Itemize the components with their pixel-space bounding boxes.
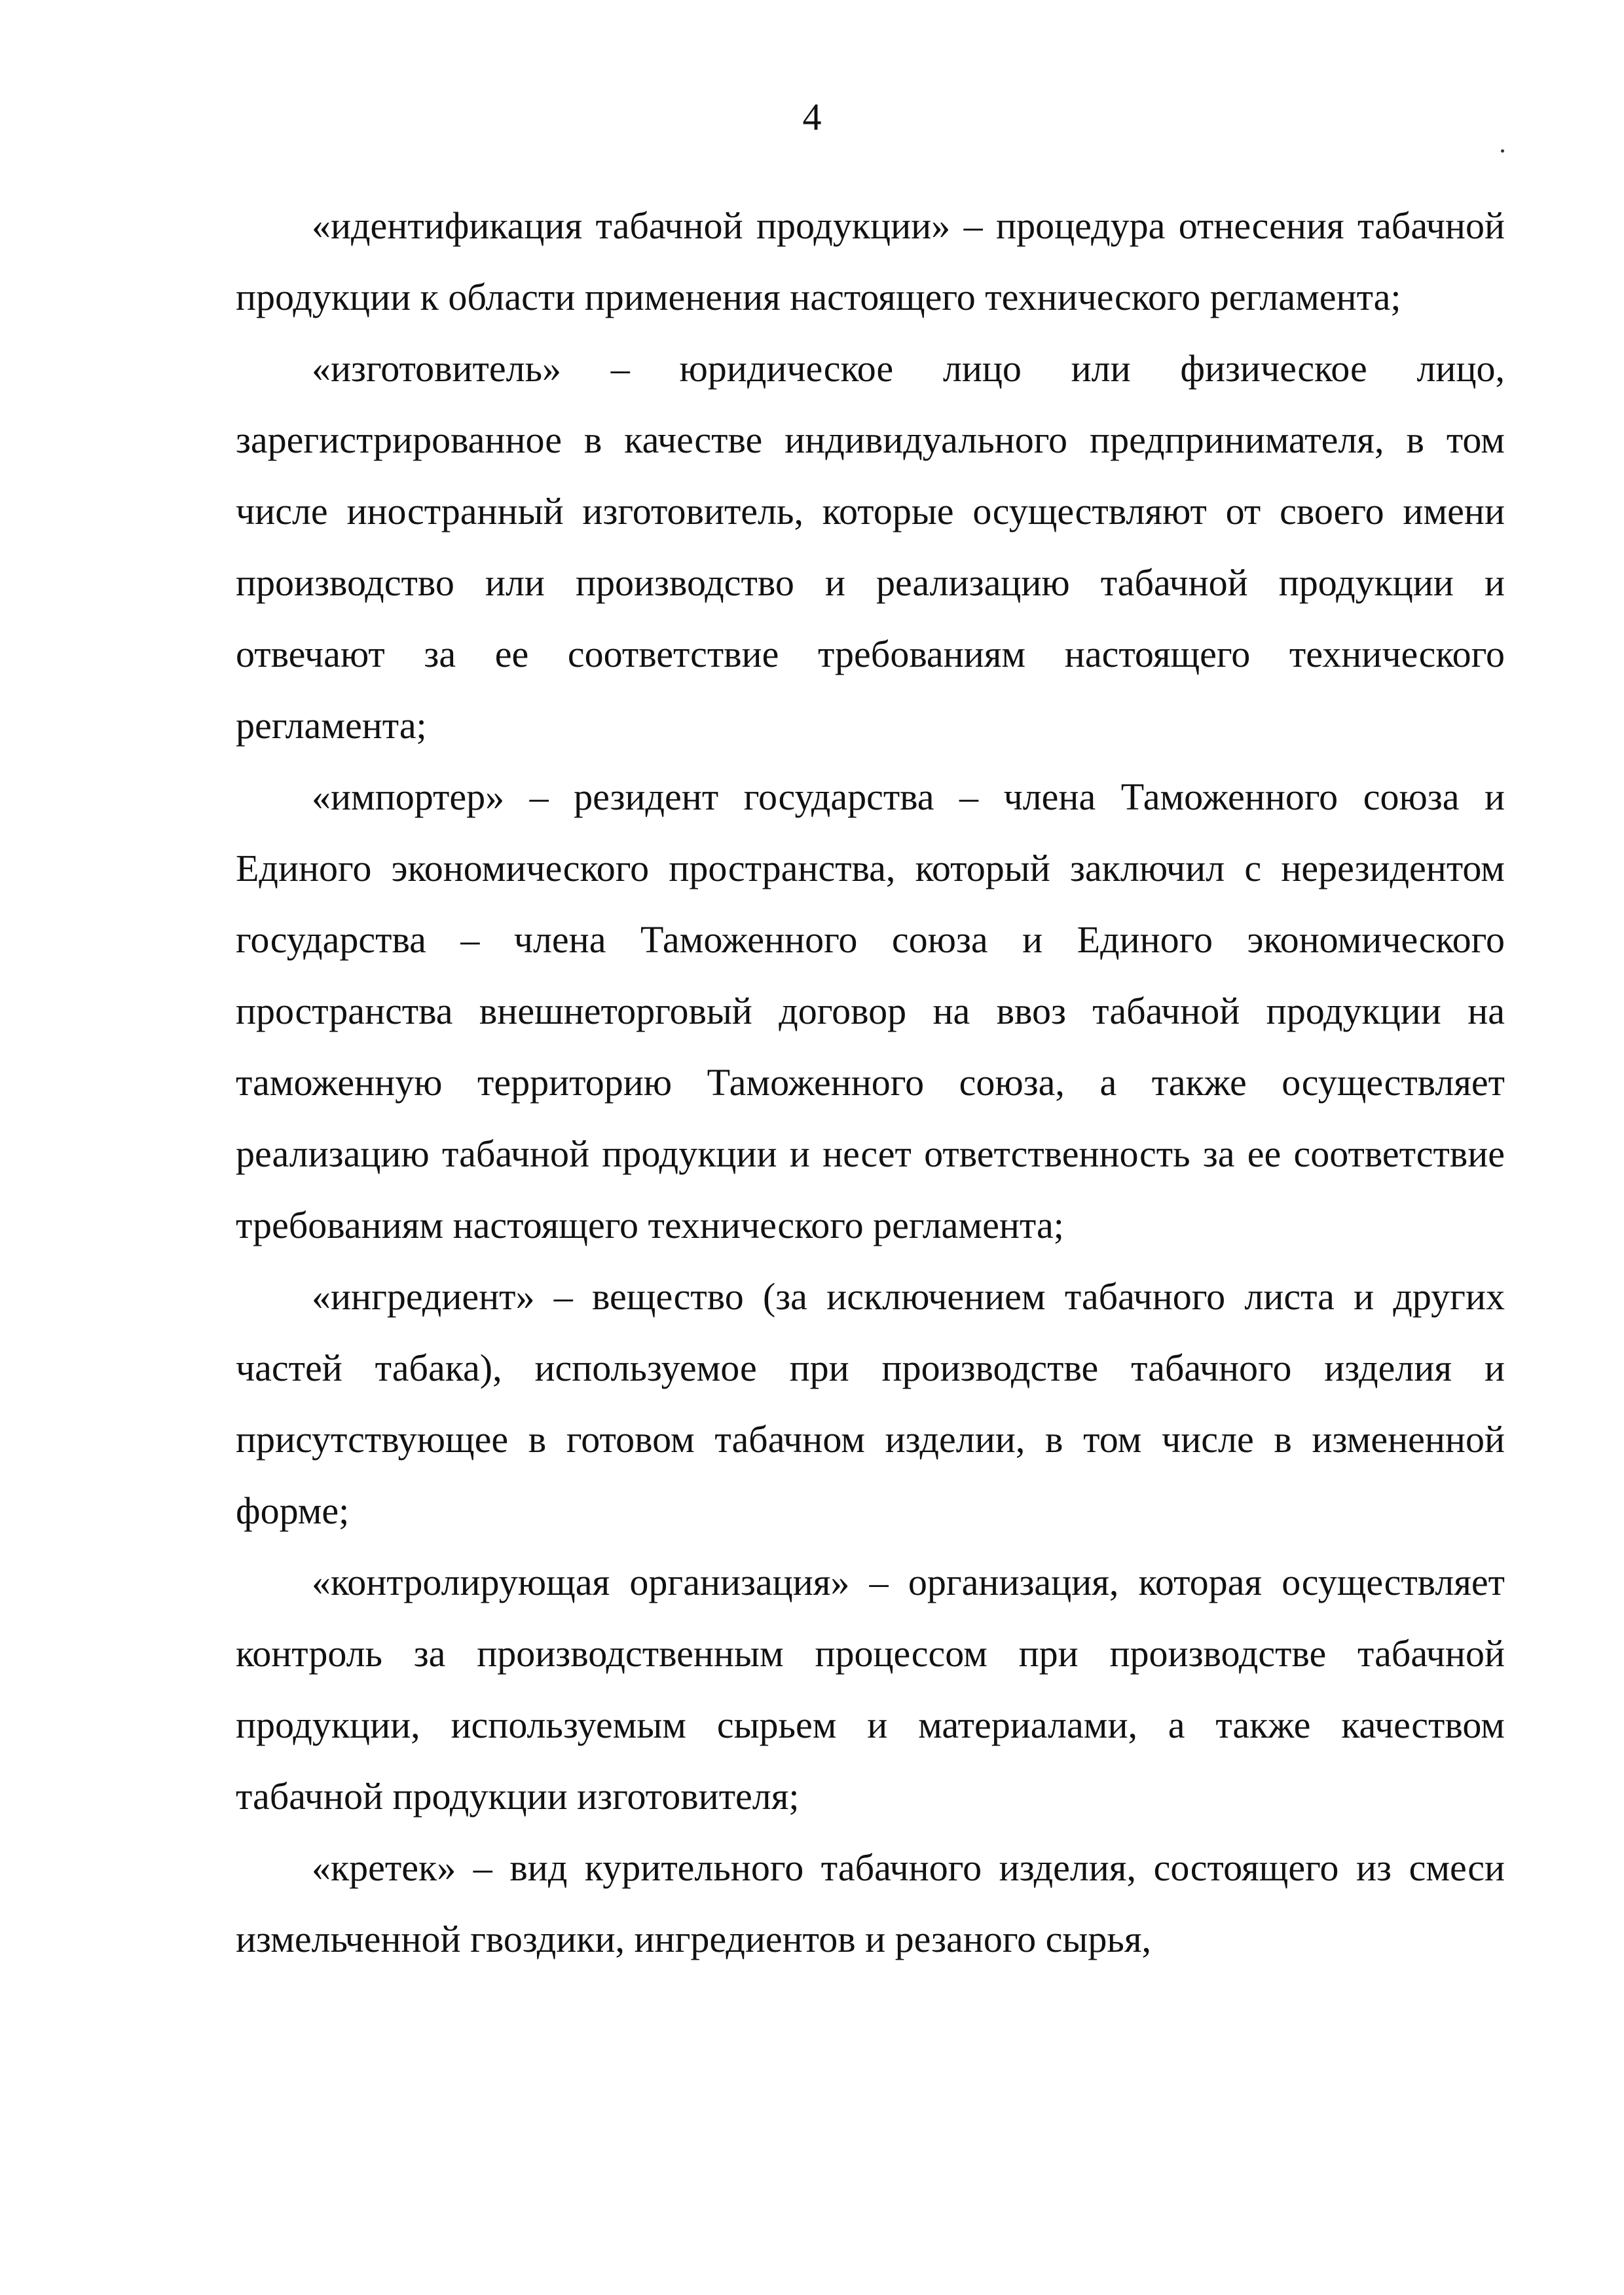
paragraph-definition-ingredient: «ингредиент» – вещество (за исключением табачного листа и других частей табака), используемое при производстве табачного изделия и присутствующее в готовом табачном изделии, в том числе в измененной форме; — [236, 1275, 1505, 1532]
paragraph-definition-manufacturer: «изготовитель» – юридическое лицо или физическое лицо, зарегистрированное в качестве индивидуального предпринимателя, в том числе иностранный изготовитель, которые осуществляют от своего имени производство или производство и реализацию табачной продукции и отвечают за ее соответствие требованиям настоящего технического регламента; — [236, 347, 1505, 747]
paragraph-definition-kretek: «кретек» – вид курительного табачного изделия, состоящего из смеси измельченной гвоздики, ингредиентов и резаного сырья, — [236, 1846, 1505, 1960]
paragraph-definition-importer: «импортер» – резидент государства – члена Таможенного союза и Единого экономического пространства, который заключил с нерезидентом государства – члена Таможенного союза и Единого экономического пространства внешнеторговый договор на ввоз табачной продукции на таможенную территорию Таможенного союза, а также осуществляет реализацию табачной продукции и несет ответственность за ее соответствие требованиям настоящего технического регламента; — [236, 775, 1505, 1246]
paragraph-definition-identification: «идентификация табачной продукции» – процедура отнесения табачной продукции к области применения настоящего технического регламента; — [236, 204, 1505, 318]
scan-speck — [1501, 149, 1504, 153]
document-body — [236, 190, 1505, 1975]
page-number: 4 — [802, 96, 822, 138]
paragraph-definition-controlling-organization: «контролирующая организация» – организация, которая осуществляет контроль за производственным процессом при производстве табачной продукции, используемым сырьем и материалами, а также качеством табачной продукции изготовителя; — [236, 1561, 1505, 1818]
